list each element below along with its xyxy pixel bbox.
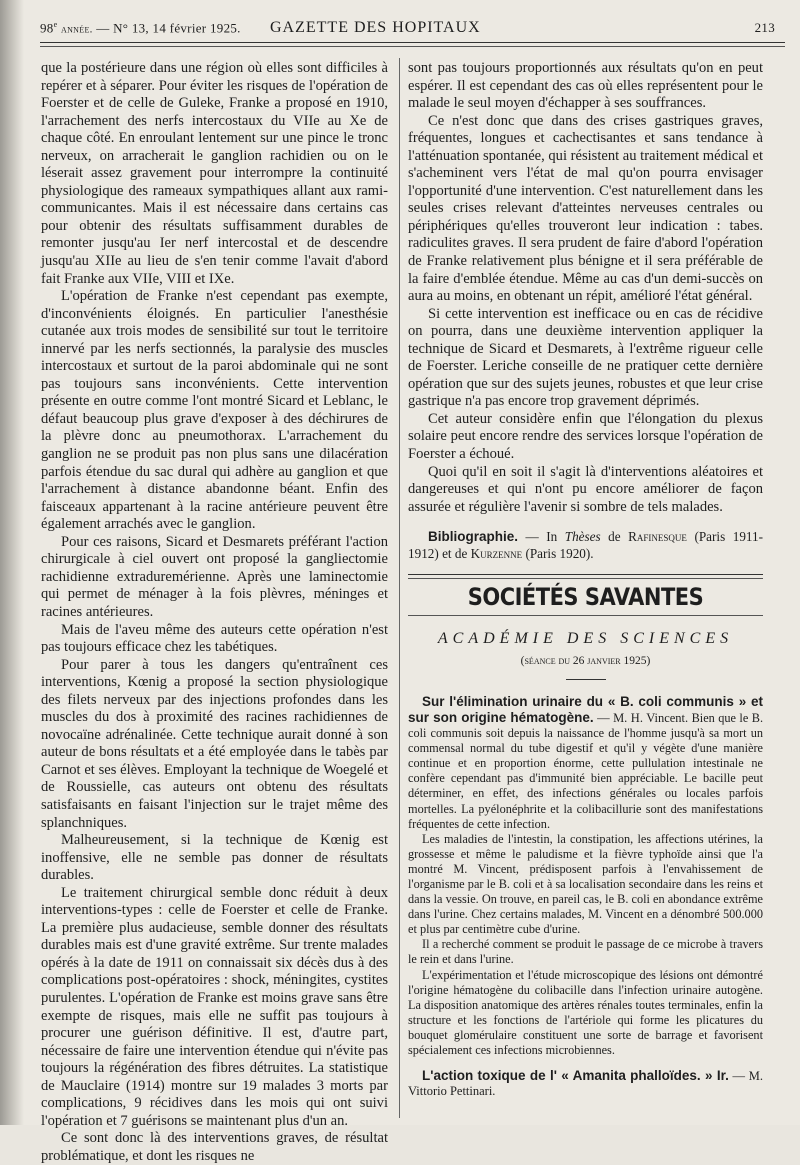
right-column	[408, 60, 763, 1099]
paragraph: Ce n'est donc que dans des crises gastriques graves, fréquentes, longues et cachectisantes et sans tendance à l'atténuation spontanée, qui résistent au traitement médical et s'acheminent vers l'état de mal qu'on pourra envisager l'opportunité d'une intervention. C'est naturellement dans les seules crises relevant d'atteintes nerveuses centrales ou périphériques qu'elles trouveront leur indication : tabes. radiculites graves. Il sera prudent de faire d'abord l'opération de Franke relativement plus bénigne et il sera préférable de la faire d'emblée étendue. Même au cas d'un demi-succès on aura au moins, en obtenant un répit, amélioré l'état général.	[408, 112, 763, 305]
paragraph: Ce sont donc là des interventions graves, de résultat problématique, et dont les risques ne	[41, 1130, 388, 1164]
report-text: L'expérimentation et l'étude microscopique des lésions ont démontré l'origine hématogène du colibacille dans l'infection urinaire autogène. La disposition anatomique des artères rénales toutes terminales, enfin la structure et les fonctions de l'artériole qui forme les plicatures du bouquet glomérulaire constituent une sorte de barrage et favorisent spécialement ces infections microbiennes.	[408, 967, 763, 1058]
journal-title: GAZETTE DES HOPITAUX	[270, 19, 481, 36]
left-column	[41, 60, 388, 1165]
header-rule	[40, 42, 785, 43]
bibliography-label: Bibliographie.	[428, 529, 519, 545]
section-title: SOCIÉTÉS SAVANTES	[467, 583, 704, 611]
paragraph: Pour parer à tous les dangers qu'entraînent ces interventions, Kœnig a proposé la section physiologique des filets nerveux par des injections profondes dans les muscles du dos à proximité des racines rachidiennes de novocaïne adrénalinée. Cette technique aurait donné à son auteur de bons résultats et a été employée dans le tabès par Carnot et ses élèves. Employant la technique de Woegelé et de Roussielle, cas auteurs ont obtenu des résultats satisfaisants en faisant l'injection sur le trajet même des splanchniques.	[41, 656, 388, 831]
section-separator	[408, 574, 763, 579]
session-date: (séance du 26 janvier 1925)	[520, 655, 651, 668]
report-title: L'action toxique de l' « Amanita phalloïdes. » Ir.	[422, 1068, 729, 1084]
paragraph: Le traitement chirurgical semble donc réduit à deux interventions-types : celle de Foerster et celle de Franke. La première plus audacieuse, semble donner des résultats durables mais est d'une gravité extrême. Sur trente malades opérés à la date de 1911 on connaissait six décès dus à des complications post-opératoires : shock, méningites, cystites purulentes. L'opération de Franke est moins grave sans être exempte de risques, mais elle ne suffit pas toujours à procurer une guérison définitive. Il est, d'autre part, nécessaire de faire une intervention étendue qui n'évite pas toujours la régénération des fibres détruites. La statistique de Mauclaire (1914) montre sur 19 malades 3 morts par complications, 9 récidives dans les mois qui ont suivi l'opération et 7 guérisons se maintenant plus d'un an.	[41, 884, 388, 1129]
paragraph: L'opération de Franke n'est cependant pas exempte, d'inconvénients éloignés. En particulier l'anesthésie cutanée aux trois modes de sensibilité sur tout le territoire innervé par les nerfs sectionnés, la paralysie des muscles intercostaux et surtout de la paroi abdominale qui ne sont pas toujours sans inconvénients. Cette intervention présente en outre comme l'ont montré Sicard et Leblanc, le défaut beaucoup plus grave d'exposer à des déchirures de la plèvre donc au pneumothorax. L'arrachement du ganglion ne se produit pas non plus sans une dilacération parfois étendue du sac dural qui adhère au ganglion et que l'arrachement à distance abandonne béant. Enfin des faisceaux appartenant à la racine antérieure peuvent être également arrachés avec le ganglion.	[41, 288, 388, 533]
page-spine-shadow	[0, 0, 24, 1125]
report-title: Sur l'élimination urinaire du « B. coli communis » et sur son origine hématogène.	[408, 693, 763, 725]
report-text: Les maladies de l'intestin, la constipation, les affections utérines, la grossesse et même le paludisme et la fièvre typhoïde ainsi que l'a montré M. Vincent, prédisposent parfois à l'envahissement de l'organisme par le B. coli et à sa localisation secondaire dans les reins et dans la vessie. On trouve, en pareil cas, le B. coli en abondance extrême dans l'urine. Chez certains malades, M. Vincent en a dénombré 500.000 et plus par centimètre cube d'urine.	[408, 831, 763, 937]
page-number: 213	[754, 20, 775, 35]
paragraph: Pour ces raisons, Sicard et Desmarets préférant l'action chirurgicale à ciel ouvert ont proposé la gangliectomie rachidienne extraduremérienne. Après une laminectomie qui permet de ménager à la fois plèvres, méninges et racines antérieures.	[41, 533, 388, 620]
paragraph: que la postérieure dans une région où elles sont difficiles à repérer et à séparer. Pour éviter les risques de l'opération de Foerster et de celle de Guleke, Franke a proposé en 1910, l'arrachement des nerfs intercostaux du VIIe au Xe de chaque côté. En enroulant lentement sur une pince le tronc nerveux, on arracherait le ganglion rachidien ou on le léserait assez gravement pour interrompre la continuité physiologique des rameaux sympathiques allant aux rami-communicantes. Mais il est nécessaire dans certains cas pour obtenir des résultats suffisamment durables de remonter jusqu'au Ier nerf intercostal et de descendre jusqu'au XIIe au lieu de s'en tenir comme l'avait d'abord fait Franke aux VIIe, VIII et IXe.	[41, 60, 388, 287]
issue-info: 98e année. — N° 13, 14 février 1925.	[40, 20, 241, 36]
bibliography: Bibliographie. — In Thèses de Rafinesque (Paris 1911-1912) et de Kurzenne (Paris 1920).	[408, 529, 764, 562]
report-author: — M. Vittorio Pettinari.	[408, 1069, 764, 1099]
header-rule-thin	[40, 46, 785, 47]
short-rule	[566, 679, 606, 680]
paragraph: sont pas toujours proportionnés aux résultats qu'on en peut espérer. Il est cependant des cas où elles représentent pour le malade le seul moyen d'échapper à ses souffrances.	[408, 60, 763, 112]
paragraph: Quoi qu'il en soit il s'agit là d'interventions aléatoires et dangereuses et qui n'ont pu encore améliorer de façon assurée et régulière l'avenir si sombre de tels malades.	[408, 463, 763, 515]
academy-heading: ACADÉMIE DES SCIENCES	[437, 629, 734, 647]
report-text: Il a recherché comment se produit le passage de ce microbe à travers le rein et dans l'urine.	[408, 937, 763, 967]
report-text: Bien que le B. coli communis soit depuis la naissance de l'homme jusqu'à sa mort un commensal normal du tube digestif et qu'il y végète d'une manière continue et en proportion énorme, cette pullulation intestinale ne confère cependant pas d'immunité bien appréciable. Le bacille peut déterminer, en effet, des infections générales ou locales parfois mortelles. La pyélonéphrite et la colibacillurie sont des manifestations fréquentes de cette infection.	[408, 710, 764, 831]
report-author: — M. H. Vincent.	[593, 710, 689, 725]
paragraph: Cet auteur considère enfin que l'élongation du plexus solaire peut encore rendre des services lorsque l'opération de Foerster a échoué.	[408, 410, 763, 463]
paragraph: Mais de l'aveu même des auteurs cette opération n'est pas toujours efficace chez les tabétiques.	[41, 621, 388, 656]
section-separator-thin	[408, 615, 763, 616]
paragraph: Malheureusement, si la technique de Kœnig est inoffensive, elle ne semble pas donner de résultats durables.	[41, 832, 388, 884]
running-header	[40, 14, 785, 40]
report-entry	[408, 694, 763, 1099]
column-divider	[399, 58, 400, 1118]
paragraph: Si cette intervention est inefficace ou en cas de récidive on pourra, dans une deuxième intervention appliquer la technique de Sicard et Desmarets, à l'extrême rigueur celle de Foerster. Leriche conseille de ne pratiquer cette dernière opération que sur des sujets jeunes, robustes et que leur crise gastrique n'a pas encore trop gravement déprimés.	[408, 305, 763, 410]
